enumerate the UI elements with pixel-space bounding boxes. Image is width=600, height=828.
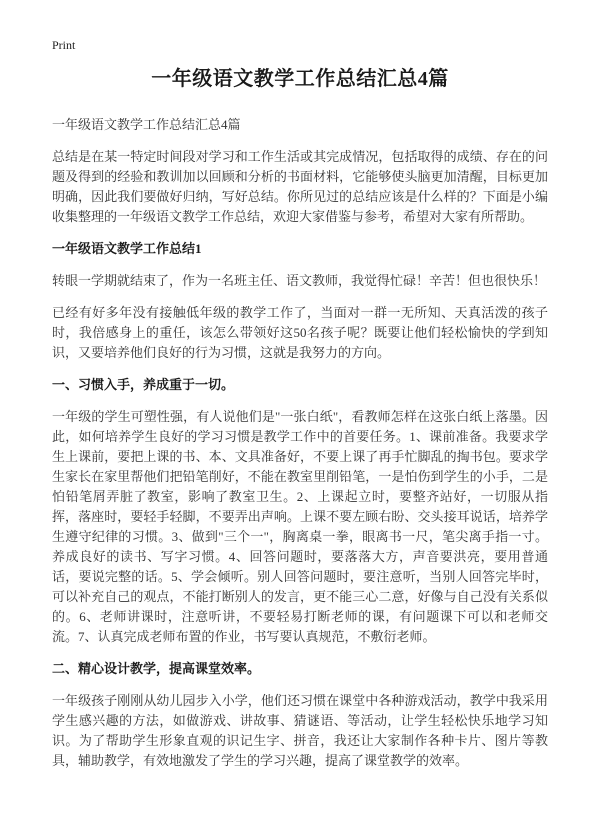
document-body bbox=[52, 115, 548, 771]
subsection-habits-heading: 一、习惯入手，养成重于一切。 bbox=[52, 377, 235, 392]
document-title: 一年级语文教学工作总结汇总4篇 bbox=[151, 68, 449, 90]
section-1-heading: 一年级语文教学工作总结1 bbox=[52, 241, 202, 256]
subsection-teaching-design-heading: 二、精心设计教学，提高课堂效率。 bbox=[52, 661, 261, 676]
paragraph-lower-grade: 已经有好多年没有接触低年级的教学工作了，当面对一群一无所知、天真活泼的孩子时，我倍感身上的重任，该怎么带领好这50名孩子呢？既要让他们轻松愉快的学到知识，又要培养他们良好的行为习惯，这就是我努力的方向。 bbox=[52, 305, 548, 360]
paragraph-semester-end: 转眼一学期就结束了，作为一名班主任、语文教师，我觉得忙碌！辛苦！但也很快乐！ bbox=[52, 273, 547, 288]
document-subtitle: 一年级语文教学工作总结汇总4篇 bbox=[52, 117, 241, 132]
paragraph-habits: 一年级的学生可塑性强，有人说他们是"一张白纸"，看教师怎样在这张白纸上落墨。因此，如何培养学生良好的学习习惯是教学工作中的首要任务。1、课前准备。我要求学生上课前，要把上课的书、本、文具准备好，不要上课了再手忙脚乱的掏书包。要求学生家长在家里帮他们把铅笔削好，不能在教室里削铅笔，一是怕伤到学生的小手，二是怕铅笔屑弄脏了教室，影响了教室卫生。2、上课起立时，要整齐站好，一切服从指挥，落座时，要轻手轻脚，不要弄出声响。上课不要左顾右盼、交头接耳说话，培养学生遵守纪律的习惯。3、做到"三个一"，胸离桌一拳，眼离书一尺，笔尖离手指一寸。养成良好的读书、写字习惯。4、回答问题时，要落落大方，声音要洪亮，要用普通话，要说完整的话。5、学会倾听。别人回答问题时，要注意听，当别人回答完毕时，可以补充自己的观点，不能打断别人的发言，更不能三心二意，好像与自己没有关系似的。6、老师讲课时，注意听讲，不要轻易打断老师的课，有问题课下可以和老师交流。7、认真完成老师布置的作业，书写要认真规范，不敷衍老师。 bbox=[52, 409, 548, 644]
paragraph-teaching-design: 一年级孩子刚刚从幼儿园步入小学，他们还习惯在课堂中各种游戏活动，教学中我采用学生感兴趣的方法，如做游戏、讲故事、猜谜语、等活动，让学生轻松快乐地学习知识。为了帮助学生形象直观的识记生字、拼音，我还让大家制作各种卡片、图片等教具，辅助教学，有效地激发了学生的学习兴趣，提高了课堂教学的效率。 bbox=[52, 693, 548, 768]
print-button[interactable]: Print bbox=[52, 38, 76, 52]
intro-paragraph: 总结是在某一特定时间段对学习和工作生活或其完成情况，包括取得的成绩、存在的问题及得到的经验和教训加以回顾和分析的书面材料，它能够使头脑更加清醒，目标更加明确，因此我们要做好归纳，写好总结。你所见过的总结应该是什么样的？下面是小编收集整理的一年级语文教学工作总结，欢迎大家借鉴与参考，希望对大家有所帮助。 bbox=[52, 149, 548, 224]
